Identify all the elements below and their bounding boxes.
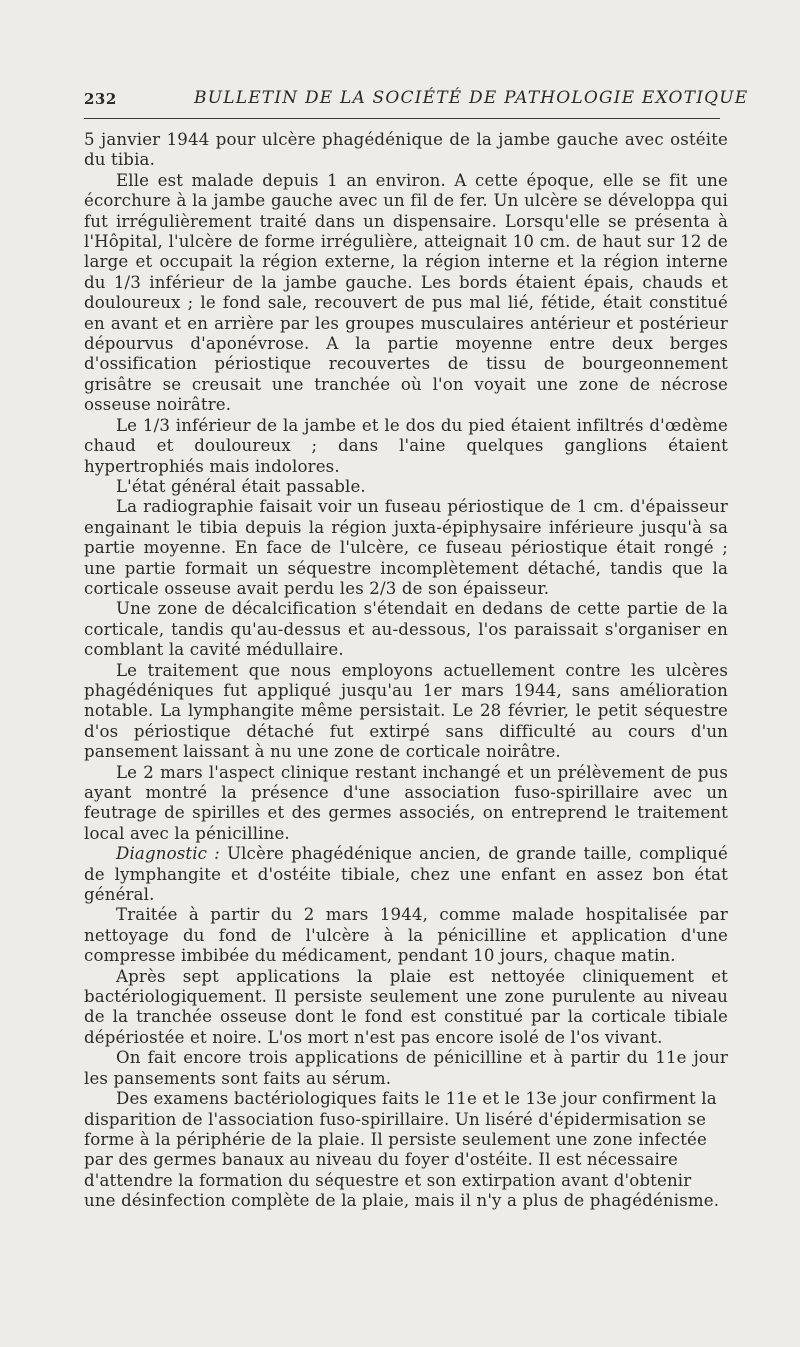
paragraph-11: Après sept applications la plaie est nettoyée cliniquement et bactériologiquement. Il persiste seulement une zone purulente au niveau de la tranchée osseuse dont le fond est constitué par la corticale tibiale dépériostée et noire. L'os mort n'est pas encore isolé de l'os vivant. xyxy=(84,966,728,1047)
paragraph-3: Le 1/3 inférieur de la jambe et le dos du pied étaient infiltrés d'œdème chaud et douloureux ; dans l'aine quelques ganglions étaient hypertrophiés mais indolores. xyxy=(84,415,728,476)
paragraph-2: Elle est malade depuis 1 an environ. A cette époque, elle se fit une écorchure à la jambe gauche avec un fil de fer. Un ulcère se développa qui fut irrégulièrement traité dans un dispensaire. Lorsqu'elle se présenta à l'Hôpital, l'ulcère de forme irrégulière, atteignait 10 cm. de haut sur 12 de large et occupait la région externe, la région interne et la région interne du 1/3 inférieur de la jambe gauche. Les bords étaient épais, chauds et douloureux ; le fond sale, recouvert de pus mal lié, fétide, était constitué en avant et en arrière par les groupes musculaires antérieur et postérieur dépourvus d'aponévrose. A la partie moyenne entre deux berges d'ossification périostique recouvertes de tissu de bourgeonnement grisâtre se creusait une tranchée où l'on voyait une zone de nécrose osseuse noirâtre. xyxy=(84,170,728,415)
article-body xyxy=(84,130,728,1212)
paragraph-4: L'état général était passable. xyxy=(116,476,366,496)
paragraph-12: On fait encore trois applications de pénicilline et à partir du 11e jour les pansements sont faits au sérum. xyxy=(84,1048,728,1088)
paragraph-5: La radiographie faisait voir un fuseau périostique de 1 cm. d'épaisseur engainant le tibia depuis la région juxta-épiphysaire inférieure jusqu'à sa partie moyenne. En face de l'ulcère, ce fuseau périostique était rongé ; une partie formait un séquestre incomplètement détaché, tandis que la corticale osseuse avait perdu les 2/3 de son épaisseur. xyxy=(84,497,728,598)
running-title: BULLETIN DE LA SOCIÉTÉ DE PATHOLOGIE EXOTIQUE xyxy=(194,88,749,108)
diagnostic-label: Diagnostic : xyxy=(116,844,220,864)
paragraph-1: 5 janvier 1944 pour ulcère phagédénique de la jambe gauche avec ostéite du tibia. xyxy=(84,130,728,170)
header-rule xyxy=(84,118,720,119)
paragraph-10: Traitée à partir du 2 mars 1944, comme malade hospitalisée par nettoyage du fond de l'ulcère à la pénicilline et application d'une compresse imbibée du médicament, pendant 10 jours, chaque matin. xyxy=(84,905,728,966)
paragraph-13: Des examens bactériologiques faits le 11e et le 13e jour confirment la disparition de l'association fuso-spirillaire. Un liséré d'épidermisation se forme à la périphérie de la plaie. Il persiste seulement une zone infectée par des germes banaux au niveau du foyer d'ostéite. Il est nécessaire d'attendre la formation du séquestre et son extirpation avant d'obtenir une désinfection complète de la plaie, mais il n'y a plus de phagédénisme. xyxy=(84,1089,720,1211)
page-number: 232 xyxy=(84,90,117,108)
paragraph-7: Le traitement que nous employons actuellement contre les ulcères phagédéniques fut appliqué jusqu'au 1er mars 1944, sans amélioration notable. La lymphangite même persistait. Le 28 février, le petit séquestre d'os périostique détaché fut extirpé sans difficulté au cours d'un pansement laissant à nu une zone de corticale noirâtre. xyxy=(84,660,728,762)
paragraph-6: Une zone de décalcification s'étendait en dedans de cette partie de la corticale, tandis qu'au-dessus et au-dessous, l'os paraissait s'organiser en comblant la cavité médullaire. xyxy=(84,599,728,660)
paragraph-8: Le 2 mars l'aspect clinique restant inchangé et un prélèvement de pus ayant montré la présence d'une association fuso-spirillaire avec un feutrage de spirilles et des germes associés, on entreprend le traitement local avec la pénicilline. xyxy=(84,762,728,843)
page-header xyxy=(84,88,749,116)
paragraph-9 xyxy=(84,844,728,905)
diagnostic-text: Ulcère phagédénique ancien, de grande taille, compliqué de lymphangite et d'ostéite tibiale, chez une enfant en assez bon état général. xyxy=(84,844,728,905)
